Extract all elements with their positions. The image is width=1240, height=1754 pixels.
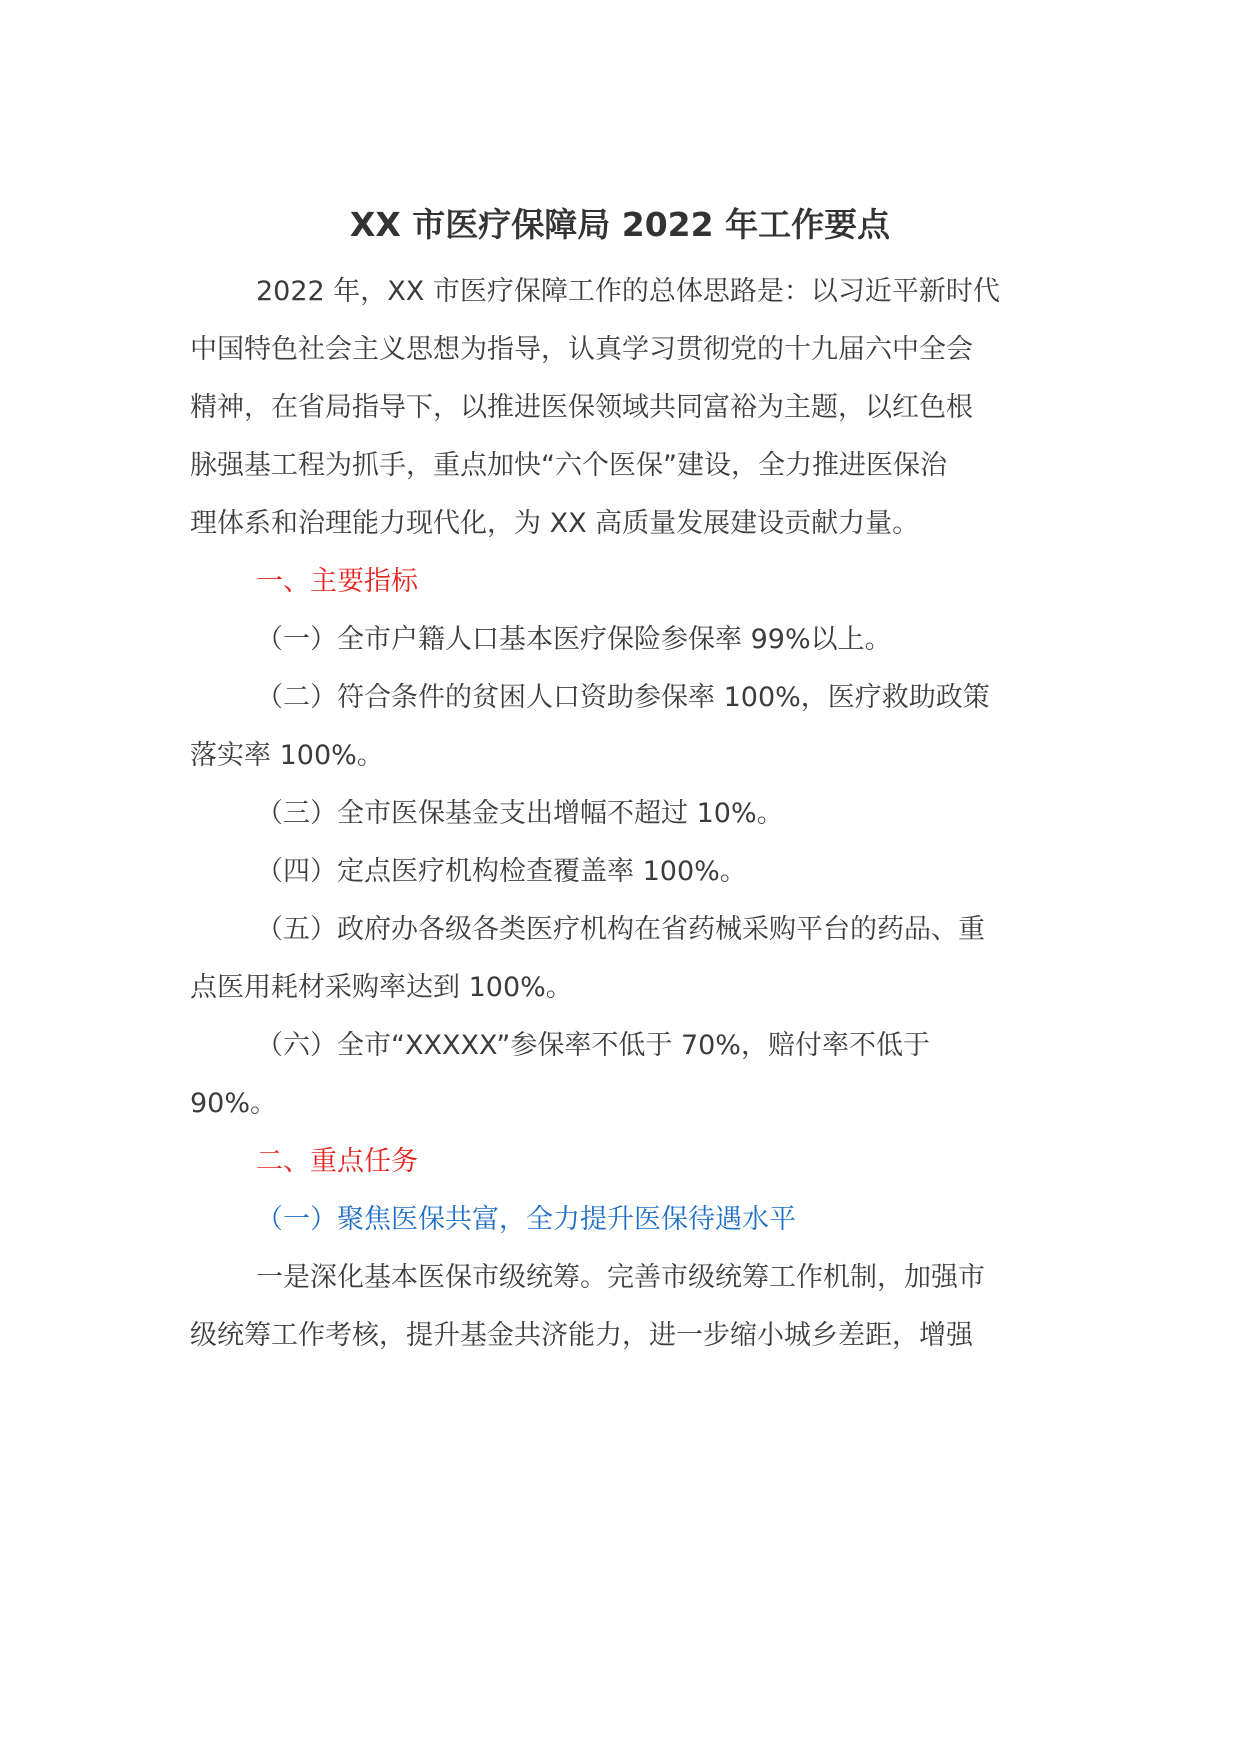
intro-line-2: 中国特色社会主义思想为指导，认真学习贯彻党的十九届六中全会	[190, 334, 973, 365]
task-para-line-2: 级统筹工作考核，提升基金共济能力，进一步缩小城乡差距，增强	[190, 1320, 973, 1351]
indicator-2-line-2: 落实率 100%。	[190, 740, 384, 771]
indicator-5-line-1: （五）政府办各级各类医疗机构在省药械采购平台的药品、重	[256, 914, 985, 945]
section1-heading: 一、主要指标	[256, 566, 418, 597]
section2-subheading-1: （一）聚焦医保共富，全力提升医保待遇水平	[256, 1204, 796, 1235]
section2-heading: 二、重点任务	[256, 1146, 418, 1177]
indicator-5-line-2: 点医用耗材采购率达到 100%。	[190, 972, 573, 1003]
indicator-3-line-1: （三）全市医保基金支出增幅不超过 10%。	[256, 798, 784, 829]
intro-line-5: 理体系和治理能力现代化，为 XX 高质量发展建设贡献力量。	[190, 508, 920, 539]
indicator-1-line-1: （一）全市户籍人口基本医疗保险参保率 99%以上。	[256, 624, 892, 655]
indicator-6-line-1: （六）全市“XXXXX”参保率不低于 70%，赔付率不低于	[256, 1030, 930, 1061]
intro-line-1: 2022 年，XX 市医疗保障工作的总体思路是：以习近平新时代	[256, 276, 1000, 307]
intro-line-4: 脉强基工程为抓手，重点加快“六个医保”建设，全力推进医保治	[190, 450, 947, 481]
indicator-6-line-2: 90%。	[190, 1088, 278, 1119]
task-para-line-1: 一是深化基本医保市级统筹。完善市级统筹工作机制，加强市	[256, 1262, 985, 1293]
intro-line-3: 精神，在省局指导下，以推进医保领域共同富裕为主题，以红色根	[190, 392, 973, 423]
document-title: XX 市医疗保障局 2022 年工作要点	[349, 205, 891, 244]
indicator-2-line-1: （二）符合条件的贫困人口资助参保率 100%，医疗救助政策	[256, 682, 990, 713]
indicator-4-line-1: （四）定点医疗机构检查覆盖率 100%。	[256, 856, 747, 887]
